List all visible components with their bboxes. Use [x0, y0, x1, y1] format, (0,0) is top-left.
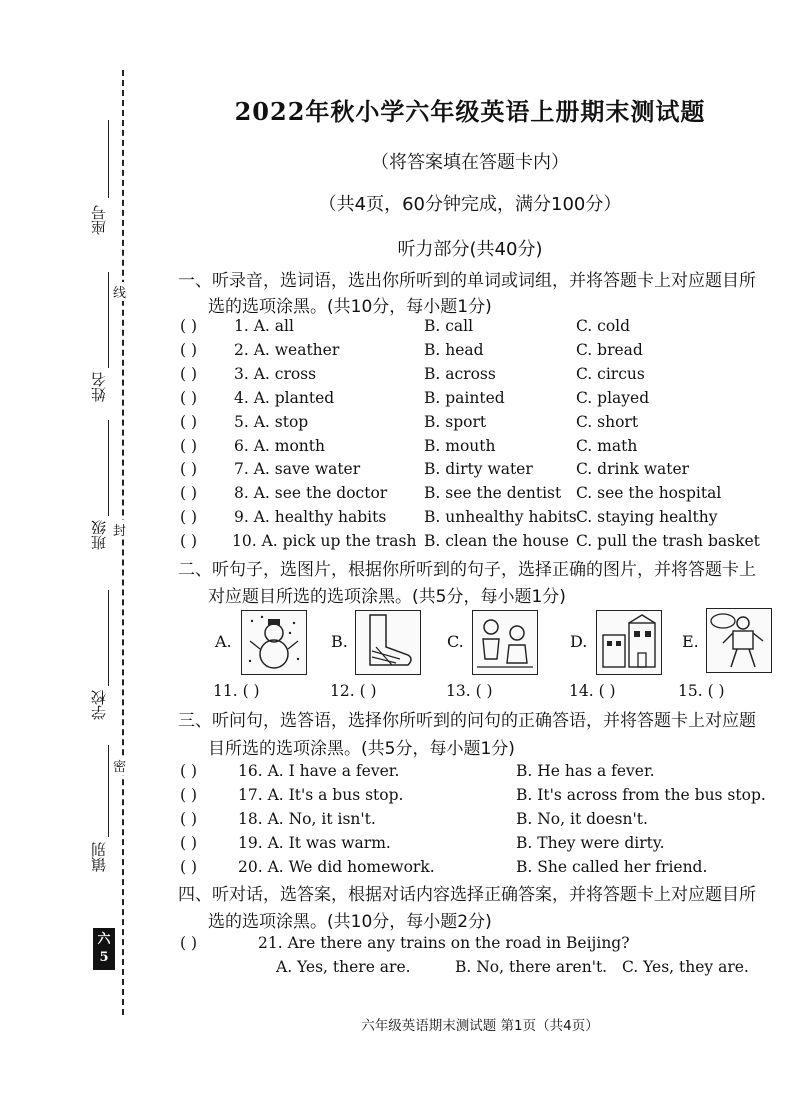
- option-a: 9. A. healthy habits: [234, 508, 387, 527]
- section3-instruction-2: 目所选的选项涂黑。(共5分，每小题1分): [208, 739, 515, 759]
- side-label-name: 姓名: [90, 372, 108, 402]
- picture-label-b: B.: [331, 632, 348, 651]
- exam-subtitle-instruction: （将答案填在答题卡内）: [371, 152, 569, 173]
- answer-paren[interactable]: ( ): [180, 412, 198, 431]
- list-item: [0, 387, 794, 409]
- option-b: B. clean the house: [424, 532, 569, 551]
- answer-paren[interactable]: ( ): [180, 762, 198, 780]
- school-blank[interactable]: [108, 590, 109, 686]
- option-21-b: B. No, there aren't.: [455, 958, 608, 976]
- list-item: [0, 315, 794, 337]
- option-a: 3. A. cross: [234, 364, 317, 383]
- answer-11[interactable]: 11. ( ): [213, 682, 260, 700]
- side-label-school: 学校: [90, 690, 108, 720]
- section3-instruction-1: 三、听问句，选答语，选择你所听到的问句的正确答语，并将答题卡上对应题: [178, 711, 756, 731]
- list-item: [0, 832, 794, 854]
- option-c: C. math: [576, 436, 638, 455]
- badge-number: 5: [99, 950, 109, 965]
- answer-paren-21[interactable]: ( ): [180, 934, 198, 952]
- picture-label-a: A.: [215, 632, 232, 651]
- answer-paren[interactable]: ( ): [180, 460, 198, 479]
- section1-instruction-2: 选的选项涂黑。(共10分，每小题1分): [208, 297, 492, 317]
- option-a: 8. A. see the doctor: [234, 484, 388, 503]
- picture-option-c: [472, 610, 538, 675]
- option-b: B. She called her friend.: [516, 858, 708, 876]
- answer-paren[interactable]: ( ): [180, 786, 198, 804]
- answer-paren[interactable]: ( ): [180, 532, 198, 551]
- answer-paren[interactable]: ( ): [180, 858, 198, 876]
- list-item: [0, 808, 794, 830]
- option-21-a: A. Yes, there are.: [276, 958, 411, 976]
- option-b: B. see the dentist: [424, 484, 562, 503]
- picture-label-d: D.: [570, 632, 588, 651]
- option-c: C. drink water: [576, 460, 690, 479]
- list-item: [0, 435, 794, 457]
- side-label-town: 镇别: [90, 842, 108, 872]
- option-c: C. bread: [576, 340, 643, 359]
- section1-instruction-1: 一、听录音，选词语，选出你所听到的单词或词组，并将答题卡上对应题目所: [178, 271, 756, 291]
- answer-paren[interactable]: ( ): [180, 484, 198, 503]
- list-item: [0, 760, 794, 782]
- list-item: [0, 339, 794, 361]
- list-item: [0, 482, 794, 504]
- option-b: B. painted: [424, 388, 505, 407]
- answer-paren[interactable]: ( ): [180, 508, 198, 527]
- option-a: 4. A. planted: [234, 388, 335, 407]
- option-a: 2. A. weather: [234, 340, 340, 359]
- option-b: B. He has a fever.: [516, 762, 655, 780]
- option-b: B. sport: [424, 412, 487, 431]
- question-21-row: [0, 932, 794, 954]
- option-a: 17. A. It's a bus stop.: [238, 786, 404, 804]
- page-footer: 六年级英语期末测试题 第1页（共4页）: [361, 1018, 599, 1034]
- list-item: [0, 458, 794, 480]
- answer-paren[interactable]: ( ): [180, 834, 198, 852]
- picture-label-c: C.: [447, 632, 464, 651]
- option-c: C. cold: [576, 317, 631, 335]
- listening-header: 听力部分(共40分): [397, 239, 543, 260]
- exam-title: 2022年秋小学六年级英语上册期末测试题: [234, 97, 706, 126]
- side-label-class: 班级: [90, 520, 108, 550]
- option-21-c: C. Yes, they are.: [622, 958, 749, 976]
- option-b: B. It's across from the bus stop.: [516, 786, 766, 804]
- picture-option-e: [706, 608, 772, 673]
- seal-mark-seal: 封: [113, 520, 126, 539]
- answer-paren[interactable]: ( ): [180, 388, 198, 407]
- option-c: C. played: [576, 388, 650, 407]
- badge-grade: 六: [97, 932, 111, 947]
- answer-12[interactable]: 12. ( ): [330, 682, 377, 700]
- answer-15[interactable]: 15. ( ): [678, 682, 725, 700]
- question-21-text: 21. Are there any trains on the road in Beijing?: [258, 934, 630, 952]
- answer-paren[interactable]: ( ): [180, 810, 198, 828]
- option-a: 10. A. pick up the trash: [232, 532, 417, 551]
- list-item: [0, 363, 794, 385]
- option-b: B. across: [424, 364, 496, 383]
- section2-instruction-1: 二、听句子，选图片，根据你所听到的句子，选择正确的图片，并将答题卡上: [178, 560, 756, 580]
- answer-paren[interactable]: ( ): [180, 340, 198, 359]
- option-b: B. mouth: [424, 436, 496, 455]
- option-b: B. unhealthy habits: [424, 508, 577, 527]
- section2-instruction-2: 对应题目所选的选项涂黑。(共5分，每小题1分): [208, 587, 566, 607]
- list-item: [0, 506, 794, 528]
- picture-label-e: E.: [682, 632, 699, 651]
- answer-13[interactable]: 13. ( ): [446, 682, 493, 700]
- bandaged-foot-icon: [356, 611, 420, 674]
- answer-14[interactable]: 14. ( ): [569, 682, 616, 700]
- picture-option-a: [241, 610, 307, 675]
- question-21-options: [0, 956, 794, 978]
- option-a: 6. A. month: [234, 436, 325, 455]
- snowman-icon: [242, 611, 306, 674]
- picture-option-b: [355, 610, 421, 675]
- option-a: 16. A. I have a fever.: [238, 762, 400, 780]
- list-item: [0, 856, 794, 878]
- option-a: 19. A. It was warm.: [238, 834, 391, 852]
- children-playing-icon: [473, 611, 537, 674]
- option-a: 20. A. We did homework.: [238, 858, 435, 876]
- runner-icon: [707, 609, 771, 672]
- option-c: C. see the hospital: [576, 484, 722, 503]
- option-a: 5. A. stop: [234, 412, 309, 431]
- section4-instruction-2: 选的选项涂黑。(共10分，每小题2分): [208, 912, 492, 932]
- seal-mark-secret: 密: [113, 756, 126, 775]
- seat-blank[interactable]: [108, 120, 109, 198]
- picture-option-d: [596, 610, 662, 675]
- answer-paren[interactable]: ( ): [180, 317, 198, 335]
- side-label-seat: 座号: [90, 205, 108, 235]
- list-item: [0, 784, 794, 806]
- option-c: C. circus: [576, 364, 645, 383]
- option-b: B. head: [424, 340, 484, 359]
- buildings-icon: [597, 611, 661, 674]
- option-b: B. No, it doesn't.: [516, 810, 648, 828]
- list-item: [0, 411, 794, 433]
- option-c: C. short: [576, 412, 639, 431]
- option-c: C. staying healthy: [576, 508, 718, 527]
- answer-paren[interactable]: ( ): [180, 436, 198, 455]
- option-a: 1. A. all: [234, 317, 294, 335]
- answer-paren[interactable]: ( ): [180, 364, 198, 383]
- exam-subtitle-info: （共4页，60分钟完成，满分100分）: [318, 194, 622, 215]
- list-item: [0, 530, 794, 552]
- option-b: B. call: [424, 317, 474, 335]
- section4-instruction-1: 四、听对话，选答案，根据对话内容选择正确答案，并将答题卡上对应题目所: [178, 885, 756, 905]
- option-c: C. pull the trash basket: [576, 532, 760, 551]
- option-a: 18. A. No, it isn't.: [238, 810, 376, 828]
- seal-mark-line: 线: [113, 282, 126, 301]
- option-b: B. They were dirty.: [516, 834, 665, 852]
- option-a: 7. A. save water: [234, 460, 361, 479]
- option-b: B. dirty water: [424, 460, 533, 479]
